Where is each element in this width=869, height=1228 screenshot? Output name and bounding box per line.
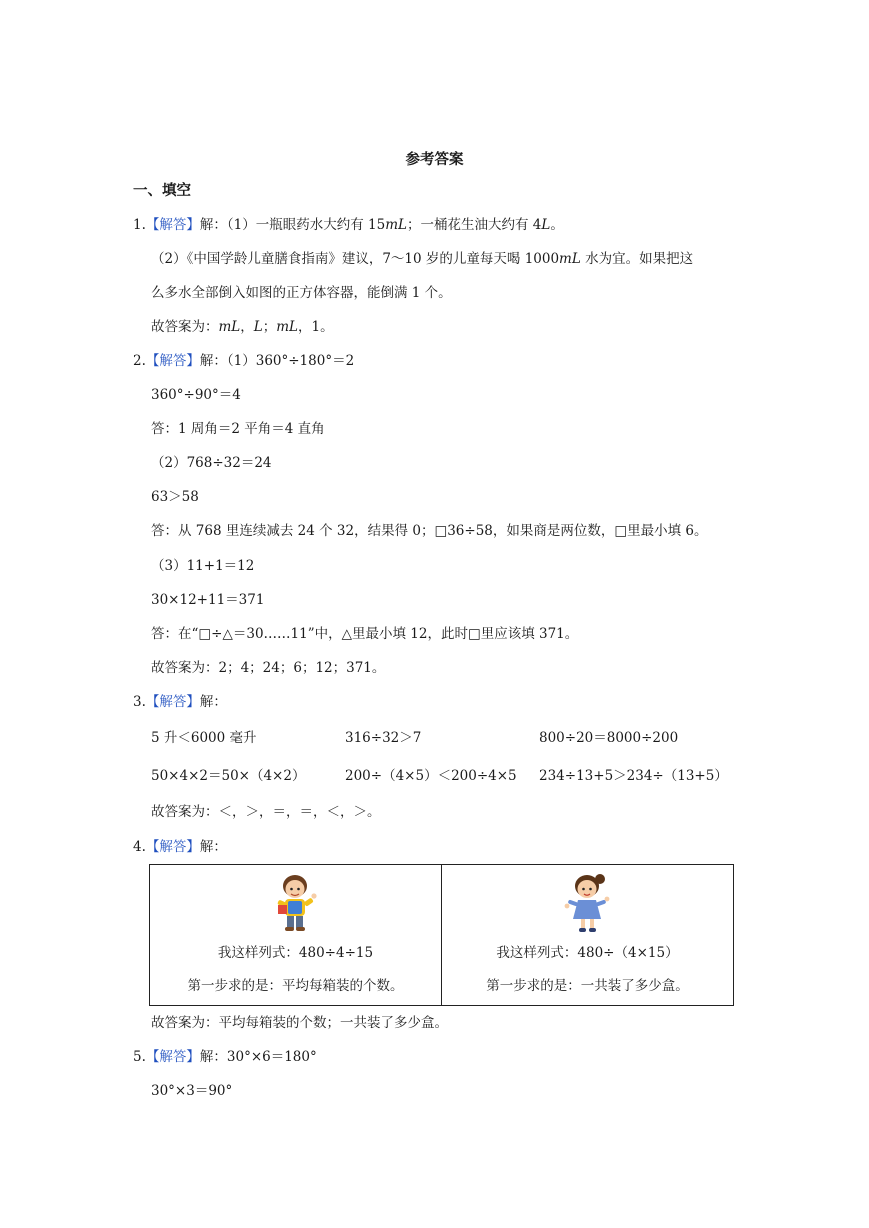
q3-compare-2: 316÷32＞7 (345, 730, 422, 746)
q3-compare-4: 50×4×2＝50×（4×2） (151, 768, 306, 784)
boy-illustration (271, 871, 321, 935)
unit-l: L (253, 319, 263, 335)
q3-compare-5: 200÷（4×5）＜200÷4×5 (345, 768, 517, 784)
q3-compare-6: 234÷13+5＞234÷（13+5） (539, 768, 728, 784)
unit-ml: mL (385, 217, 407, 233)
girl-formula: 我这样列式：480÷（4×15） (496, 945, 679, 961)
section-heading-fill-in: 一、填空 (133, 182, 191, 199)
q1-line-1 (133, 216, 564, 234)
q1-text: ； (262, 319, 277, 335)
q1-text: 解：（1）一瓶眼药水大约有 15 (199, 217, 386, 233)
q4-text: 解： (199, 839, 227, 855)
boy-formula: 我这样列式：480÷4÷15 (217, 945, 374, 961)
girl-illustration (563, 871, 613, 935)
q4-line-1 (133, 838, 227, 856)
q3-number: 3. (133, 694, 146, 710)
page-title: 参考答案 (405, 151, 464, 168)
q3-line-1 (133, 693, 227, 711)
q1-line-2 (151, 250, 693, 268)
q3-compare-1: 5 升＜6000 毫升 (151, 730, 257, 746)
boy-first-step: 第一步求的是：平均每箱装的个数。 (187, 978, 404, 994)
q3-answer: 故答案为：＜，＞，＝，＝，＜，＞。 (151, 804, 381, 820)
q2-line-1 (133, 352, 354, 370)
unit-ml: mL (218, 319, 241, 335)
q5-line-2: 30°×3＝90° (151, 1083, 233, 1099)
q1-text: ；一桶花生油大约有 4 (406, 217, 542, 233)
unit-ml: mL (559, 251, 581, 267)
unit-ml: mL (276, 319, 299, 335)
q2-line-9: 答：在“□÷△＝30……11”中，△里最小填 12，此时□里应该填 371。 (151, 626, 579, 642)
boy-cell (150, 865, 442, 1006)
q2-line-6: 答：从 768 里连续减去 24 个 32，结果得 0；□36÷58，如果商是两位数，□里最小填 6。 (151, 523, 708, 539)
q1-text: 。 (550, 217, 564, 233)
girl-cell (442, 865, 734, 1006)
answer-tag: 【解答】 (145, 217, 200, 233)
answer-tag: 【解答】 (145, 353, 200, 369)
q2-line-4: （2）768÷32＝24 (151, 455, 272, 471)
q1-answer (151, 318, 334, 336)
q2-line-3: 答：1 周角＝2 平角＝4 直角 (151, 421, 325, 437)
answer-tag: 【解答】 (145, 694, 200, 710)
q2-answer: 故答案为：2；4；24；6；12；371。 (151, 660, 386, 676)
answer-tag: 【解答】 (145, 1049, 200, 1065)
q2-text: 解：（1）360°÷180°＝2 (199, 353, 355, 369)
q5-text: 解：30°×6＝180° (199, 1049, 317, 1065)
q5-line-1 (133, 1048, 317, 1066)
q4-number: 4. (133, 839, 146, 855)
q1-text: ， (240, 319, 254, 335)
q1-line-3: 么多水全部倒入如图的正方体容器，能倒满 1 个。 (151, 285, 452, 301)
q3-compare-3: 800÷20＝8000÷200 (539, 730, 679, 746)
q2-line-7: （3）11+1＝12 (151, 558, 255, 574)
q1-text: （2）《中国学龄儿童膳食指南》建议，7～10 岁的儿童每天喝 1000 (151, 251, 560, 267)
q2-number: 2. (133, 353, 146, 369)
q1-text: ，1。 (298, 319, 334, 335)
q1-text: 故答案为： (151, 319, 219, 335)
q2-line-2: 360°÷90°＝4 (151, 387, 241, 403)
q5-number: 5. (133, 1049, 146, 1065)
unit-l: L (541, 217, 551, 233)
q1-text: 水为宜。如果把这 (580, 251, 694, 267)
q1-number: 1. (133, 217, 146, 233)
q4-comparison-table (149, 864, 734, 1006)
girl-first-step: 第一步求的是：一共装了多少盒。 (486, 978, 689, 994)
q2-line-5: 63＞58 (151, 489, 199, 505)
q3-text: 解： (199, 694, 227, 710)
q2-line-8: 30×12+11＝371 (151, 592, 265, 608)
q4-answer: 故答案为：平均每箱装的个数；一共装了多少盒。 (151, 1015, 448, 1031)
answer-tag: 【解答】 (145, 839, 200, 855)
